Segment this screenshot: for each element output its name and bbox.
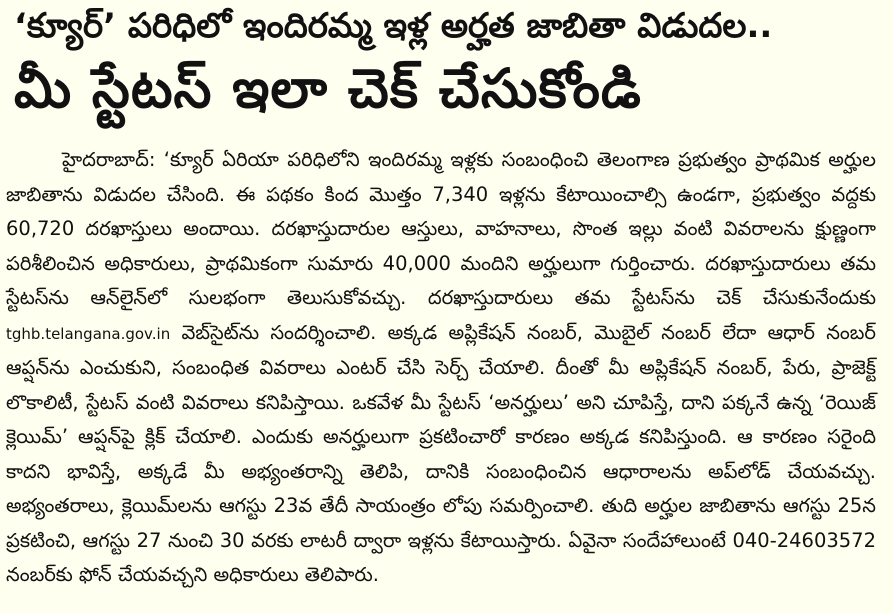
- article-body: [6, 143, 876, 593]
- headline-line-1: ‘క్యూర్’ పరిధిలో ఇందిరమ్మ ఇళ్ల అర్హత జాబితా విడుదల..: [14, 6, 773, 46]
- article-body-part-2: వెబ్‌సైట్‌ను సందర్శించాలి. అక్కడ అప్లికేషన్ నంబర్, మొబైల్ నంబర్ లేదా ఆధార్ నంబర్ ఆప్షన్‌ను ఎంచుకుని, సంబంధిత వివరాలు ఎంటర్ చేసి సెర్చ్ చేయాలి. దీంతో మీ అప్లికేషన్ నంబర్, పేరు, ప్రాజెక్ట్ లొకాలిటీ, స్టేటస్ వంటి వివరాలు కనిపిస్తాయి. ఒకవేళ మీ స్టేటస్ ‘అనర్హులు’ అని చూపిస్తే, దాని పక్కనే ఉన్న ‘రెయిజ్ క్లెయిమ్’ ఆప్షన్‌పై క్లిక్ చేయాలి. ఎందుకు అనర్హులుగా ప్రకటించారో కారణం అక్కడ కనిపిస్తుంది. ఆ కారణం సరైంది కాదని భావిస్తే, అక్కడే మీ అభ్యంతరాన్ని తెలిపి, దానికి సంబంధించిన ఆధారాలను అప్‌లోడ్ చేయవచ్చు. అభ్యంతరాలు, క్లెయిమ్‌లను ఆగస్టు 23వ తేదీ సాయంత్రం లోపు సమర్పించాలి. తుది అర్హుల జాబితాను ఆగస్టు 25న ప్రకటించి, ఆగస్టు 27 నుంచి 30 వరకు లాటరీ ద్వారా ఇళ్లను కేటాయిస్తారు. ఏవైనా సందేహాలుంటే 040-24603572 నంబర్‌కు ఫోన్ చేయవచ్చని అధికారులు తెలిపారు.: [6, 320, 876, 586]
- article-body-part-1: హైదరాబాద్: ‘క్యూర్ ఏరియా పరిధిలోని ఇందిరమ్మ ఇళ్లకు సంబంధించి తెలంగాణ ప్రభుత్వం ప్రాథమిక అర్హుల జాబితాను విడుదల చేసింది. ఈ పథకం కింద మొత్తం 7,340 ఇళ్లను కేటాయించాల్సి ఉండగా, ప్రభుత్వం వద్దకు 60,720 దరఖాస్తులు అందాయి. దరఖాస్తుదారుల ఆస్తులు, వాహనాలు, సొంత ఇల్లు వంటి వివరాలను క్షుణ్ణంగా పరిశీలించిన అధికారులు, ప్రాథమికంగా సుమారు 40,000 మందిని అర్హులుగా గుర్తించారు. దరఖాస్తుదారులు తమ స్టేటస్‌ను ఆన్‌లైన్‌లో సులభంగా తెలుసుకోవచ్చు. దరఖాస్తుదారులు తమ స్టేటస్‌ను చెక్ చేసుకునేందుకు: [6, 148, 876, 309]
- website-url: tghb.telangana.gov.in: [6, 324, 171, 343]
- headline-line-2: మీ స్టేటస్ ఇలా చెక్ చేసుకోండి: [14, 57, 642, 120]
